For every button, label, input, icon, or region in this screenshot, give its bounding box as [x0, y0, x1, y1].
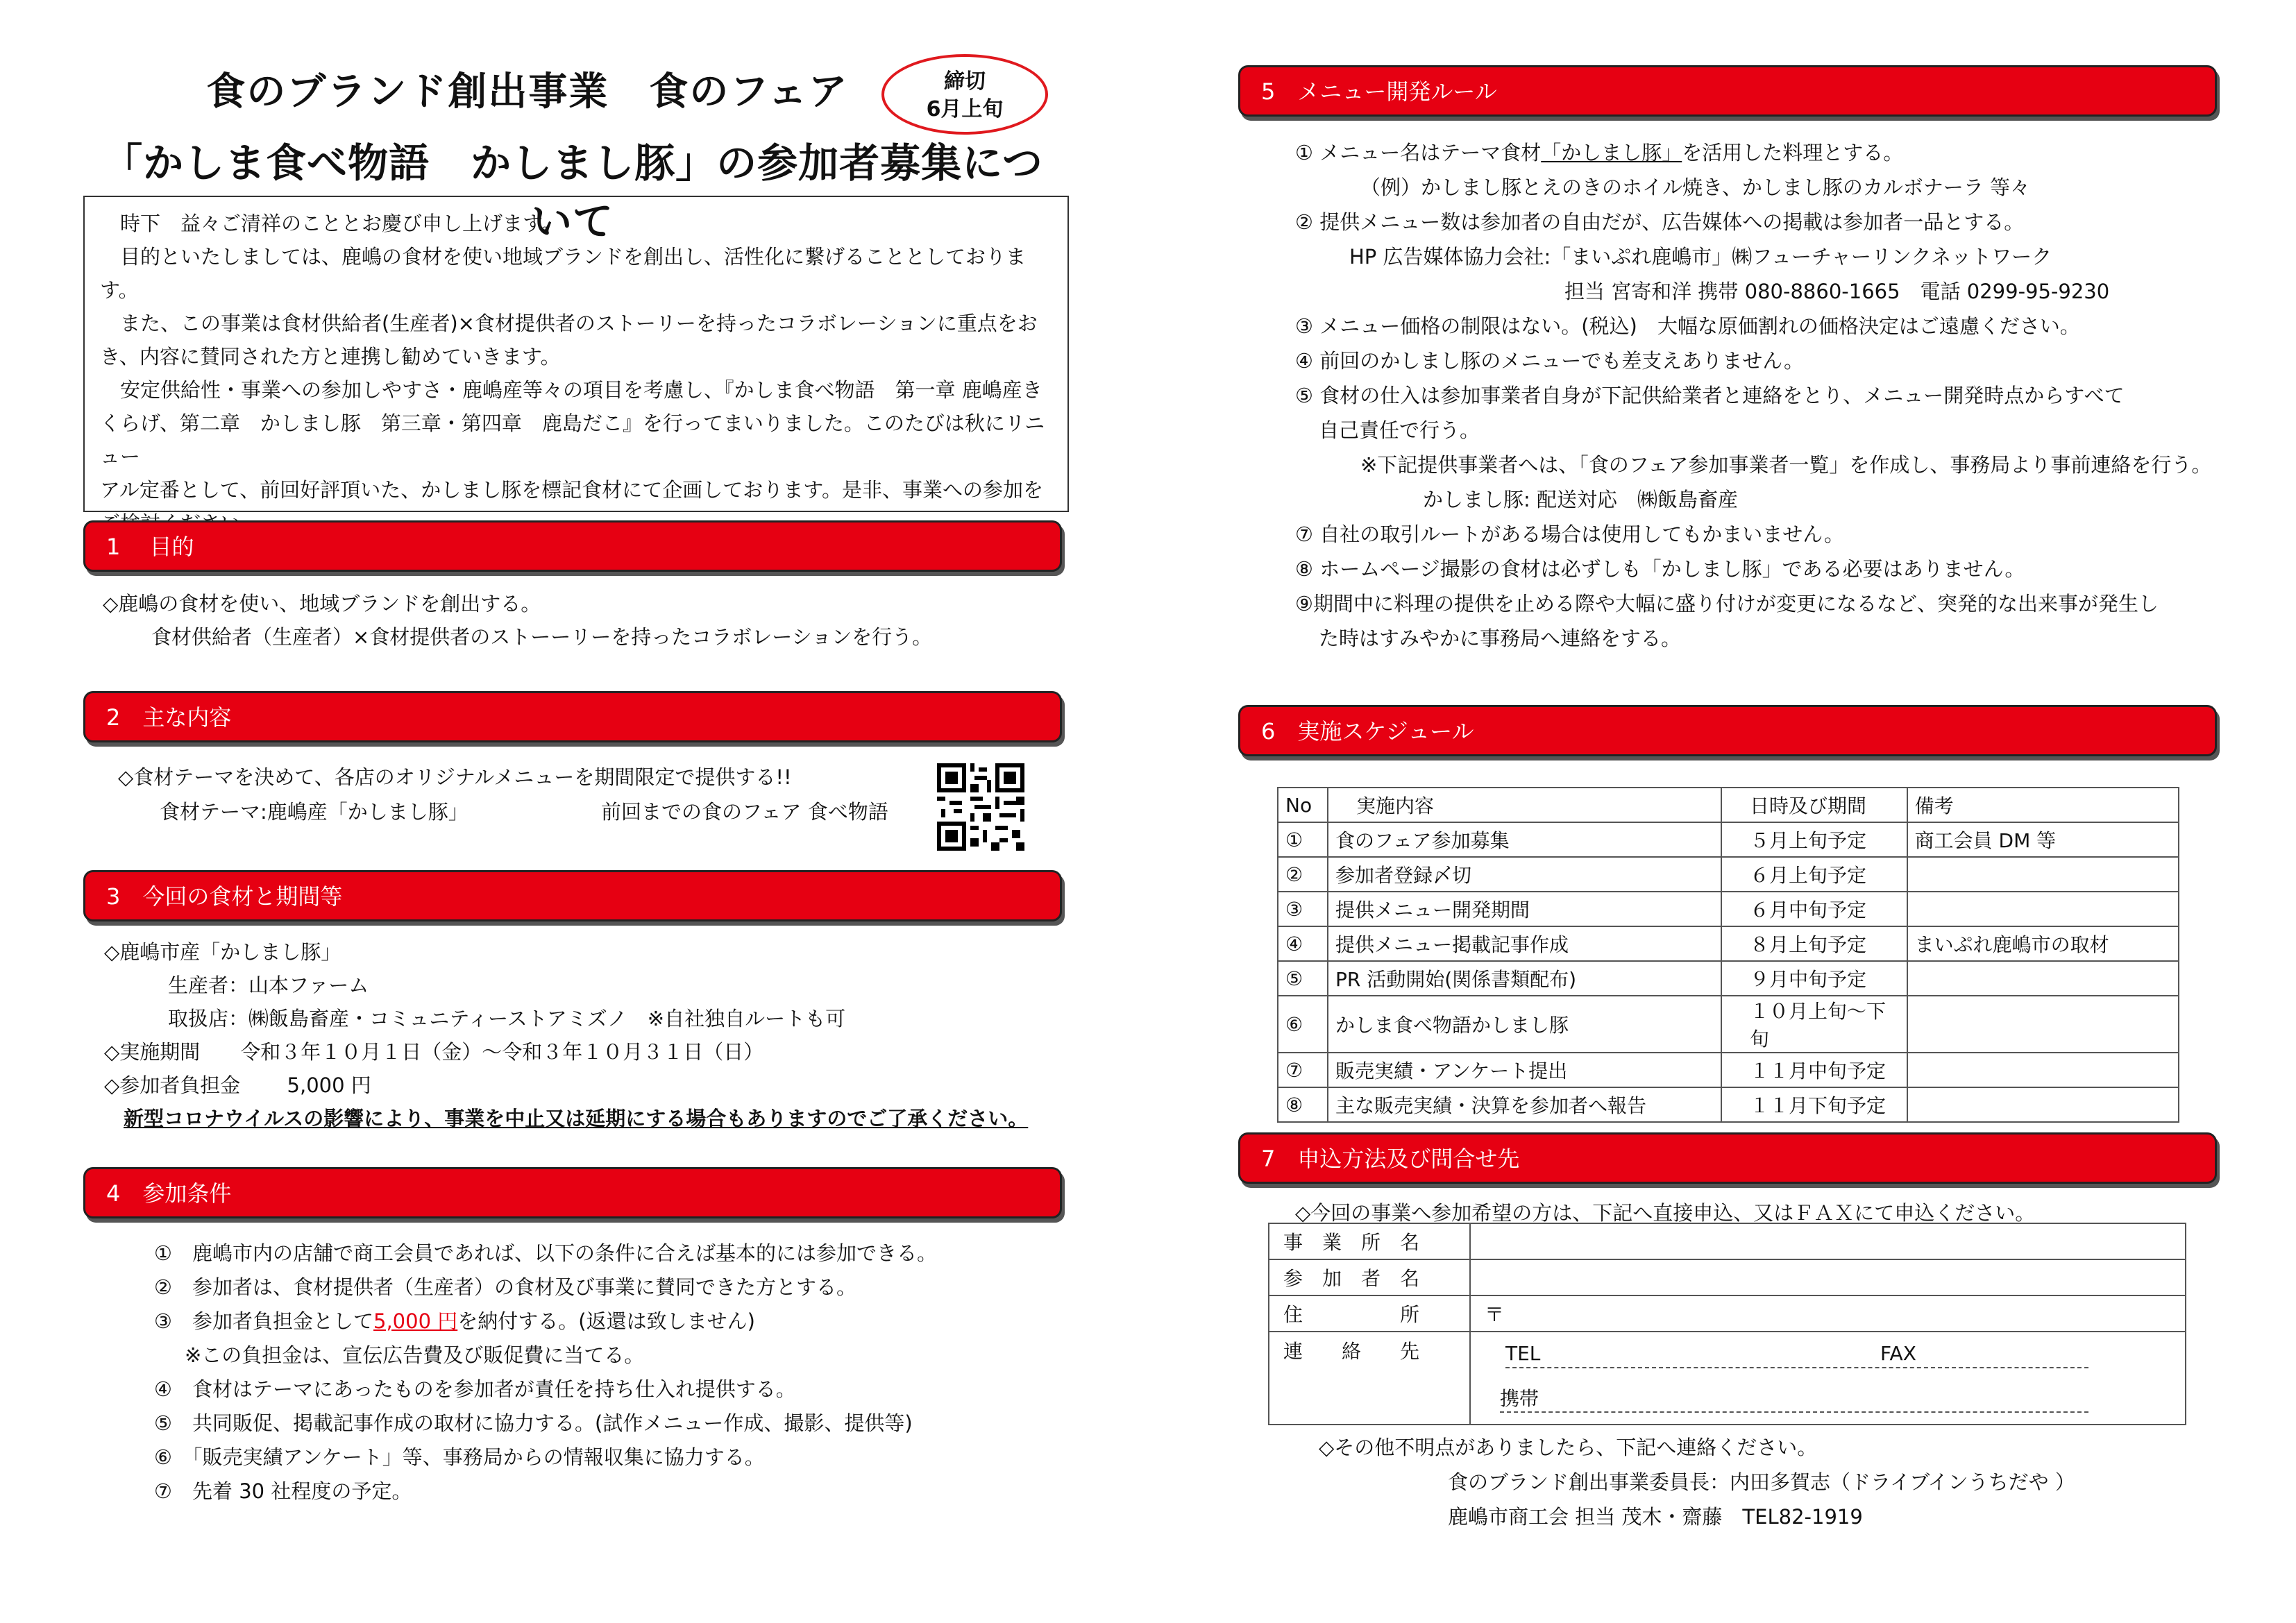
s3-line: 取扱店：㈱飯島畜産・コミュニティーストアミズノ ※自社独自ルートも可 [168, 1007, 846, 1030]
cell-date: ５月上旬予定 [1721, 822, 1907, 857]
deadline-date: 6月上旬 [926, 97, 1004, 121]
qr-code-icon[interactable] [937, 763, 1024, 851]
participant-name-field[interactable] [1470, 1259, 2186, 1295]
s5-line: ⑨期間中に料理の提供を止める際や大幅に盛り付けが変更になるなど、突発的な出来事が発生し [1295, 592, 2159, 615]
s4-fee-amount: 5,000 円 [373, 1309, 458, 1333]
cell-note: 商工会員 DM 等 [1907, 822, 2179, 857]
intro-text: 安定供給性・事業への参加しやすさ・鹿嶋産等々の項目を考慮し、『かしま食べ物語 第一章 鹿嶋産き [100, 378, 1043, 402]
s2-theme: 食材テーマ:鹿嶋産「かしまし豚」 [160, 800, 469, 824]
table-header-row [1278, 788, 2179, 822]
cell-date: １１月下旬予定 [1721, 1087, 1907, 1122]
cell-note [1907, 892, 2179, 926]
table-row [1278, 1053, 2179, 1087]
s5-line: ④ 前回のかしまし豚のメニューでも差支えありません。 [1295, 349, 1804, 373]
cell-note: まいぷれ鹿嶋市の取材 [1907, 926, 2179, 961]
s5-line [1295, 137, 1903, 166]
column-header: No [1278, 788, 1328, 822]
cell-note [1907, 857, 2179, 892]
cell-note [1907, 996, 2179, 1053]
cell-no: ① [1278, 822, 1328, 857]
s5-text: を活用した料理とする。 [1682, 141, 1904, 164]
column-header: 実施内容 [1328, 788, 1721, 822]
s4-line: ④ 食材はテーマにあったものを参加者が責任を持ち仕入れ提供する。 [154, 1377, 796, 1401]
cell-no: ⑤ [1278, 961, 1328, 996]
cell-no: ④ [1278, 926, 1328, 961]
table-row [1278, 892, 2179, 926]
cell-task: PR 活動開始(関係書類配布) [1328, 961, 1721, 996]
cell-note [1907, 1087, 2179, 1122]
application-form [1268, 1223, 2186, 1425]
cell-no: ⑥ [1278, 996, 1328, 1053]
s4-line: ※この負担金は、宣伝広告費及び販促費に当てる。 [185, 1343, 645, 1367]
cell-date: １１月中旬予定 [1721, 1053, 1907, 1087]
intro-box [83, 196, 1069, 512]
s4-line: ① 鹿嶋市内の店舗で商工会員であれば、以下の条件に合えば基本的には参加できる。 [154, 1241, 937, 1265]
s7-line: ◇今回の事業へ参加希望の方は、下記へ直接申込、又はＦＡＸにて申込ください。 [1295, 1201, 2036, 1225]
title-line-2: 「かしま食べ物語 かしまし豚」の参加者募集について [102, 139, 1043, 245]
s4-line: ⑦ 先着 30 社程度の予定。 [154, 1479, 412, 1503]
fax-label: FAX [1880, 1342, 1916, 1365]
cell-note [1907, 1053, 2179, 1087]
cell-task: 食のフェア参加募集 [1328, 822, 1721, 857]
s5-contact: 担当 宮寄和洋 携帯 080-8860-1665 電話 0299-95-9230 [1564, 280, 2110, 303]
cell-task: 参加者登録〆切 [1328, 857, 1721, 892]
column-header: 備考 [1907, 788, 2179, 822]
cell-date: ８月上旬予定 [1721, 926, 1907, 961]
tel-fax-line [1505, 1342, 2088, 1368]
s7-line: ◇その他不明点がありましたら、下記へ連絡ください。 [1319, 1436, 1818, 1459]
s5-line: ③ メニュー価格の制限はない。(税込) 大幅な原価割れの価格決定はご遠慮ください。 [1295, 314, 2080, 338]
s5-theme-ingredient: 「かしまし豚」 [1541, 141, 1682, 164]
s3-covid-notice: 新型コロナウイルスの影響により、事業を中止又は延期にする場合もありますのでご了承ください。 [124, 1107, 1029, 1130]
section-2-heading: 2 主な内容 [83, 691, 1062, 742]
intro-text: アル定番として、前回好評頂いた、かしまし豚を標記食材にて企画しております。是非、事業への参加を [100, 478, 1043, 502]
deadline-badge [881, 54, 1048, 135]
intro-text: また、この事業は食材供給者(生産者)×食材提供者のストーリーを持ったコラボレーションに重点をお [100, 312, 1038, 335]
s4-line: ⑤ 共同販促、掲載記事作成の取材に協力する。(試作メニュー作成、撮影、提供等) [154, 1411, 913, 1435]
schedule-table [1277, 787, 2179, 1123]
section-3-heading: 3 今回の食材と期間等 [83, 870, 1062, 921]
s4-line: ② 参加者は、食材提供者（生産者）の食材及び事業に賛同できた方とする。 [154, 1275, 856, 1299]
cell-task: 提供メニュー掲載記事作成 [1328, 926, 1721, 961]
field-label-address: 住 所 [1269, 1295, 1470, 1332]
intro-text: き、内容に賛同された方と連携し勧めていきます。 [100, 345, 561, 368]
field-label-contact: 連 絡 先 [1269, 1332, 1470, 1425]
cell-no: ③ [1278, 892, 1328, 926]
s5-line: （例）かしまし豚とえのきのホイル焼き、かしまし豚のカルボナーラ 等々 [1360, 176, 2031, 199]
cell-date: ６月中旬予定 [1721, 892, 1907, 926]
cell-task: 主な販売実績・決算を参加者へ報告 [1328, 1087, 1721, 1122]
s7-contact-chair: 食のブランド創出事業委員長：内田多賀志（ドライブインうちだや ） [1448, 1470, 2075, 1494]
s5-line: た時はすみやかに事務局へ連絡をする。 [1319, 627, 1682, 650]
s5-line: 自己責任で行う。 [1319, 418, 1480, 442]
cell-date: ９月中旬予定 [1721, 961, 1907, 996]
deadline-label: 締切 [944, 69, 986, 94]
s3-period: ◇実施期間 令和３年１０月１日（金）～令和３年１０月３１日（日） [104, 1040, 764, 1064]
s5-line: HP 広告媒体協力会社:「まいぷれ鹿嶋市」㈱フューチャーリンクネットワーク [1349, 245, 2052, 269]
column-header: 日時及び期間 [1721, 788, 1907, 822]
cell-task: かしま食べ物語かしまし豚 [1328, 996, 1721, 1053]
cell-task: 販売実績・アンケート提出 [1328, 1053, 1721, 1087]
s4-line: ⑥ 「販売実績アンケート」等、事務局からの情報収集に協力する。 [154, 1445, 765, 1469]
table-row [1278, 926, 2179, 961]
table-row [1278, 961, 2179, 996]
title-line-1: 食のブランド創出事業 食のフェア [206, 69, 849, 114]
s3-fee: ◇参加者負担金 5,000 円 [104, 1073, 371, 1097]
s4-fee-text: を納付する。(返還は致しません) [457, 1309, 755, 1333]
section-4-heading: 4 参加条件 [83, 1167, 1062, 1218]
field-label-office: 事 業 所 名 [1269, 1223, 1470, 1259]
s5-line: かしまし豚: 配送対応 ㈱飯島畜産 [1423, 488, 1738, 511]
intro-text: 時下 益々ご清祥のこととお慶び申し上げます。 [100, 212, 562, 235]
s2-line: ◇食材テーマを決めて、各店のオリジナルメニューを期間限定で提供する!! [118, 765, 792, 789]
table-row [1278, 857, 2179, 892]
contact-field[interactable] [1470, 1332, 2186, 1425]
table-row [1278, 1087, 2179, 1122]
tel-label: TEL [1505, 1342, 1541, 1365]
s5-line: ※下記提供事業者へは、「食のフェア参加事業者一覧」を作成し、事務局より事前連絡を行う。 [1360, 453, 2212, 477]
intro-text: くらげ、第二章 かしまし豚 第三章・第四章 鹿島だこ』を行ってまいりました。このたびは秋にリニュー [100, 411, 1045, 468]
section-7-heading: 7 申込方法及び問合せ先 [1238, 1132, 2217, 1184]
section-6-heading: 6 実施スケジュール [1238, 705, 2217, 756]
field-label-participant: 参 加 者 名 [1269, 1259, 1470, 1295]
mobile-label: 携帯 [1500, 1387, 1539, 1410]
office-name-field[interactable] [1470, 1223, 2186, 1259]
s5-text: ① メニュー名はテーマ食材 [1295, 141, 1542, 164]
s5-line: ⑤ 食材の仕入は参加事業者自身が下記供給業者と連絡をとり、メニュー開発時点からすべて [1295, 384, 2125, 407]
cell-no: ② [1278, 857, 1328, 892]
intro-text: す。 [100, 278, 139, 302]
s4-line [154, 1306, 755, 1334]
s5-line: ⑧ ホームページ撮影の食材は必ずしも「かしまし豚」である必要はありません。 [1295, 557, 2025, 581]
s4-fee-text: ③ 参加者負担金として [154, 1309, 373, 1333]
s1-line: 食材供給者（生産者）×食材提供者のストーーリーを持ったコラボレーションを行う。 [151, 625, 933, 649]
cell-date: １０月上旬～下旬 [1721, 996, 1907, 1053]
mobile-line [1500, 1384, 2088, 1413]
s5-line: ⑦ 自社の取引ルートがある場合は使用してもかまいません。 [1295, 522, 1844, 546]
postal-mark: 〒 [1485, 1303, 1505, 1326]
section-5-heading: 5 メニュー開発ルール [1238, 65, 2217, 117]
s3-line: 生産者：山本ファーム [168, 974, 369, 997]
s5-line: ② 提供メニュー数は参加者の自由だが、広告媒体への掲載は参加者一品とする。 [1295, 210, 2025, 234]
cell-no: ⑧ [1278, 1087, 1328, 1122]
cell-task: 提供メニュー開発期間 [1328, 892, 1721, 926]
intro-text: 目的といたしましては、鹿嶋の食材を使い地域ブランドを創出し、活性化に繋げることとしておりま [100, 245, 1027, 269]
s1-line: ◇鹿嶋の食材を使い、地域ブランドを創出する。 [103, 592, 541, 615]
table-row [1278, 822, 2179, 857]
table-row [1278, 996, 2179, 1053]
cell-date: ６月上旬予定 [1721, 857, 1907, 892]
s2-previous-fair: 前回までの食のフェア 食べ物語 [601, 800, 888, 824]
cell-no: ⑦ [1278, 1053, 1328, 1087]
s7-contact-office: 鹿嶋市商工会 担当 茂木・齋藤 TEL82-1919 [1448, 1505, 1863, 1529]
cell-note [1907, 961, 2179, 996]
section-1-heading: 1 目的 [83, 520, 1062, 572]
s3-line: ◇鹿嶋市産「かしまし豚」 [104, 940, 341, 964]
address-field[interactable] [1470, 1295, 2186, 1332]
